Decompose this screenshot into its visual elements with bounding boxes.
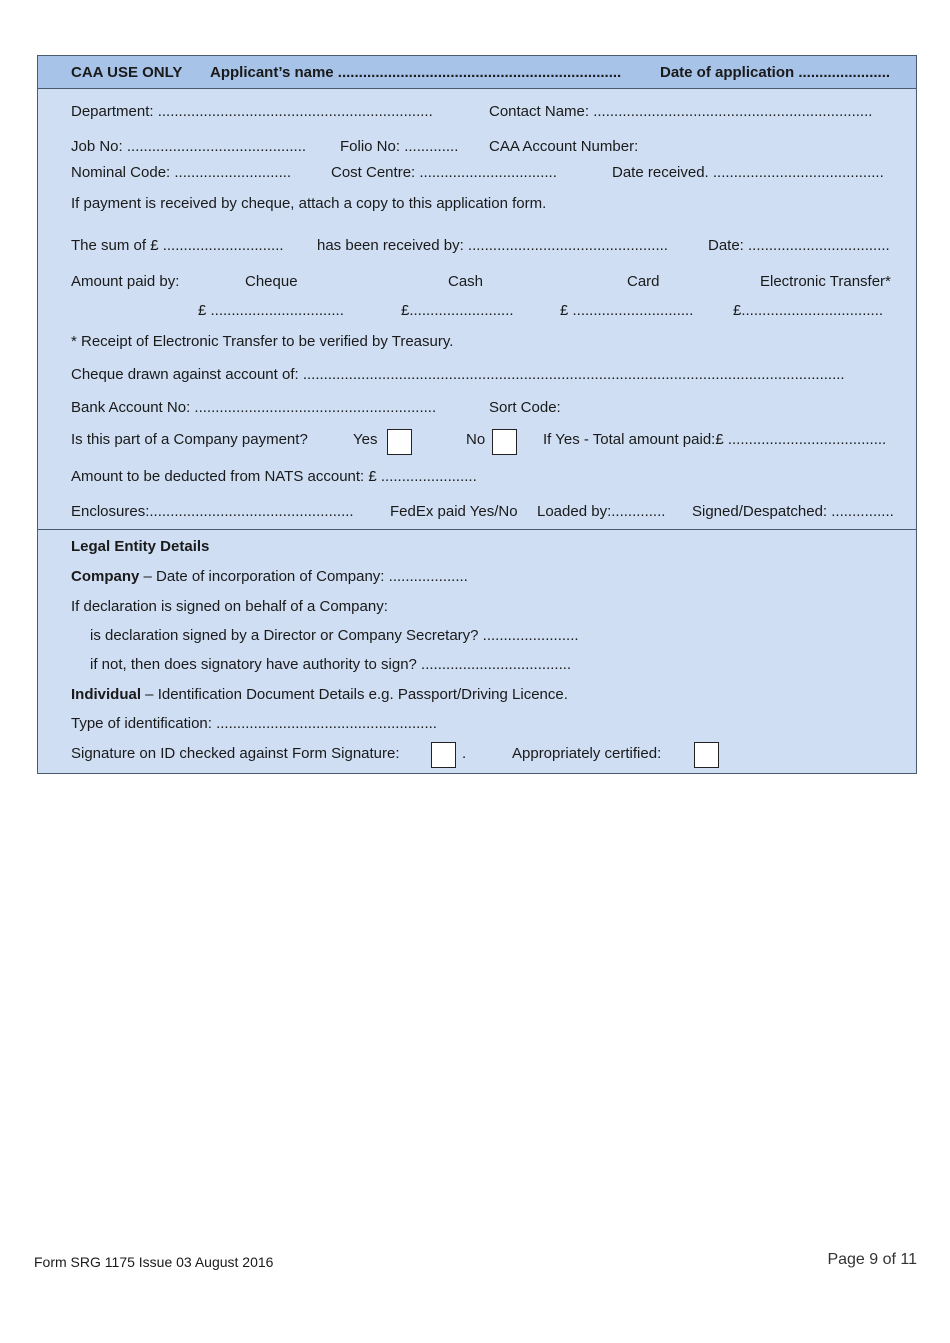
date-of-application-field[interactable]: Date of application ......................	[660, 64, 891, 81]
company-payment-yes-checkbox[interactable]	[387, 429, 412, 455]
company-payment-question: Is this part of a Company payment?	[71, 431, 308, 448]
yes-label: Yes	[353, 431, 378, 448]
date-field[interactable]: Date: ..................................	[708, 237, 890, 254]
no-label: No	[466, 431, 486, 448]
appropriately-certified-label: Appropriately certified:	[512, 745, 662, 762]
form-header	[38, 56, 916, 89]
sort-code-field[interactable]: Sort Code:	[489, 399, 561, 416]
method-cash-label: Cash	[448, 273, 484, 290]
date-received-field[interactable]: Date received. .........................................	[612, 164, 884, 181]
cheque-amount-field[interactable]: £ ................................	[198, 302, 344, 319]
company-payment-no-checkbox[interactable]	[492, 429, 517, 455]
company-incorporation-row[interactable]	[71, 568, 468, 586]
cheque-account-field[interactable]: Cheque drawn against account of: ..................................................................................................................................	[71, 366, 845, 383]
cost-centre-field[interactable]: Cost Centre: .................................	[331, 164, 557, 181]
individual-id-row	[71, 686, 568, 704]
folio-no-field[interactable]: Folio No: .............	[340, 138, 459, 155]
loaded-by-field[interactable]: Loaded by:.............	[537, 503, 666, 520]
caa-use-only-label: CAA USE ONLY	[71, 64, 183, 81]
card-amount-field[interactable]: £ .............................	[560, 302, 694, 319]
legal-entity-section	[38, 530, 916, 773]
received-by-field[interactable]: has been received by: ................................................	[317, 237, 668, 254]
director-secretary-question[interactable]: is declaration signed by a Director or Company Secretary? .......................	[90, 627, 579, 644]
job-no-field[interactable]: Job No: ...........................................	[71, 138, 307, 155]
total-amount-paid-field[interactable]: If Yes - Total amount paid:£ ......................................	[543, 431, 887, 448]
individual-label: Individual	[71, 686, 142, 703]
form-identifier: Form SRG 1175 Issue 03 August 2016	[34, 1254, 274, 1270]
signatory-authority-question[interactable]: if not, then does signatory have authority to sign? ....................................	[90, 656, 572, 673]
legal-entity-heading: Legal Entity Details	[71, 538, 210, 555]
signature-checked-checkbox[interactable]	[431, 742, 456, 768]
caa-account-number-field[interactable]: CAA Account Number:	[489, 138, 639, 155]
individual-id-text: – Identification Document Details e.g. Passport/Driving Licence.	[141, 686, 568, 703]
appropriately-certified-checkbox[interactable]	[694, 742, 719, 768]
signed-despatched-field[interactable]: Signed/Despatched: ...............	[692, 503, 894, 520]
company-incorporation-field[interactable]: – Date of incorporation of Company: ...................	[139, 568, 468, 585]
page-number: Page 9 of 11	[827, 1251, 917, 1268]
cheque-copy-note: If payment is received by cheque, attach a copy to this application form.	[71, 195, 547, 212]
department-field[interactable]: Department: ..................................................................	[71, 103, 433, 120]
contact-name-field[interactable]: Contact Name: ...................................................................	[489, 103, 873, 120]
signature-checked-label: Signature on ID checked against Form Signature:	[71, 745, 400, 762]
amount-paid-by-label: Amount paid by:	[71, 273, 180, 290]
sum-of-field[interactable]: The sum of £ .............................	[71, 237, 284, 254]
bank-account-no-field[interactable]: Bank Account No: ..........................................................	[71, 399, 437, 416]
method-electronic-transfer-label: Electronic Transfer*	[760, 273, 891, 290]
fedex-paid-field[interactable]: FedEx paid Yes/No	[390, 503, 518, 520]
behalf-of-company-text: If declaration is signed on behalf of a Company:	[71, 598, 388, 615]
type-of-identification-field[interactable]: Type of identification: .....................................................	[71, 715, 437, 732]
method-card-label: Card	[627, 273, 660, 290]
nominal-code-field[interactable]: Nominal Code: ............................	[71, 164, 292, 181]
method-cheque-label: Cheque	[245, 273, 298, 290]
electronic-transfer-amount-field[interactable]: £..................................	[733, 302, 884, 319]
payment-section	[38, 89, 916, 530]
caa-use-only-form	[37, 55, 917, 774]
transfer-verification-note: * Receipt of Electronic Transfer to be verified by Treasury.	[71, 333, 454, 350]
period-mark: .	[462, 745, 467, 762]
company-label: Company	[71, 568, 140, 585]
enclosures-field[interactable]: Enclosures:.................................................	[71, 503, 354, 520]
cash-amount-field[interactable]: £.........................	[401, 302, 514, 319]
applicant-name-field[interactable]: Applicant’s name ....................................................................	[210, 64, 622, 81]
nats-deduction-field[interactable]: Amount to be deducted from NATS account: £ .......................	[71, 468, 477, 485]
